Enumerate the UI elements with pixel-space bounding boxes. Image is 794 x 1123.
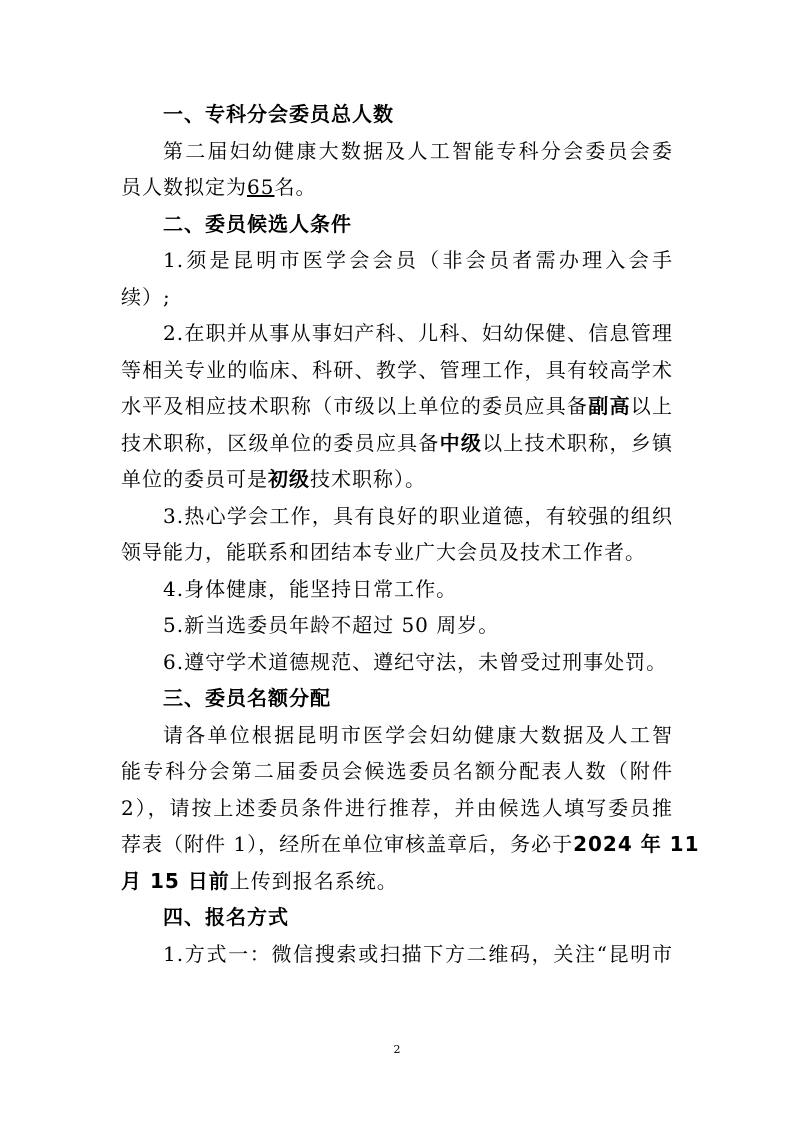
page-number: 2 (393, 1043, 401, 1056)
paragraph-line: 6.遵守学术道德规范、遵纪守法，未曾受过刑事处罚。 (163, 649, 668, 674)
paragraph-line: 荐表（附件 1），经所在单位审核盖章后，务必于2024 年 11 (121, 832, 700, 856)
paragraph-line: 等相关专业的临床、科研、教学、管理工作，具有较高学术 (121, 357, 673, 382)
paragraph-line: 月 15 日前上传到报名系统。 (121, 868, 398, 893)
section-heading-4: 四、报名方式 (163, 905, 289, 929)
document-body (121, 96, 700, 972)
paragraph-line: 2.在职并从事从事妇产科、儿科、妇幼保健、信息管理 (163, 321, 673, 345)
paragraph-line: 能专科分会第二届委员会候选委员名额分配表人数（附件 (121, 759, 673, 783)
section-heading-1: 一、专科分会委员总人数 (163, 102, 394, 126)
deadline-text: 2024 年 11 (573, 832, 700, 856)
paragraph-line: 1.须是昆明市医学会会员（非会员者需办理入会手 (163, 248, 673, 272)
paragraph-line: 第二届妇幼健康大数据及人工智能专科分会委员会委 (163, 138, 673, 163)
paragraph-line: 1.方式一：微信搜索或扫描下方二维码，关注“昆明市 (163, 941, 673, 966)
paragraph-line: 单位的委员可是初级技术职称）。 (121, 467, 426, 491)
paragraph-line: 4.身体健康，能坚持日常工作。 (163, 576, 458, 601)
member-count: 65 (247, 175, 275, 199)
paragraph-line: 3.热心学会工作，具有良好的职业道德，有较强的组织 (163, 503, 673, 528)
emphasis-text: 中级 (439, 430, 483, 455)
emphasis-text: 副高 (588, 394, 631, 418)
paragraph-line: 5.新当选委员年龄不超过 50 周岁。 (163, 613, 500, 637)
paragraph-line: 员人数拟定为65名。 (121, 175, 317, 199)
paragraph-line: 技术职称，区级单位的委员应具备中级以上技术职称，乡镇 (121, 430, 674, 455)
paragraph-line: 水平及相应技术职称（市级以上单位的委员应具备副高以上 (121, 394, 674, 418)
paragraph-line: 2），请按上述委员条件进行推荐，并由候选人填写委员推 (121, 795, 673, 820)
emphasis-text: 初级 (268, 467, 310, 491)
paragraph-line: 请各单位根据昆明市医学会妇幼健康大数据及人工智 (163, 722, 673, 747)
paragraph-line: 续）; (121, 284, 171, 309)
paragraph-line: 领导能力，能联系和团结本专业广大会员及技术工作者。 (121, 540, 646, 564)
section-heading-3: 三、委员名额分配 (163, 686, 331, 710)
deadline-text: 月 15 日前 (121, 868, 230, 893)
section-heading-2: 二、委员候选人条件 (163, 211, 352, 236)
